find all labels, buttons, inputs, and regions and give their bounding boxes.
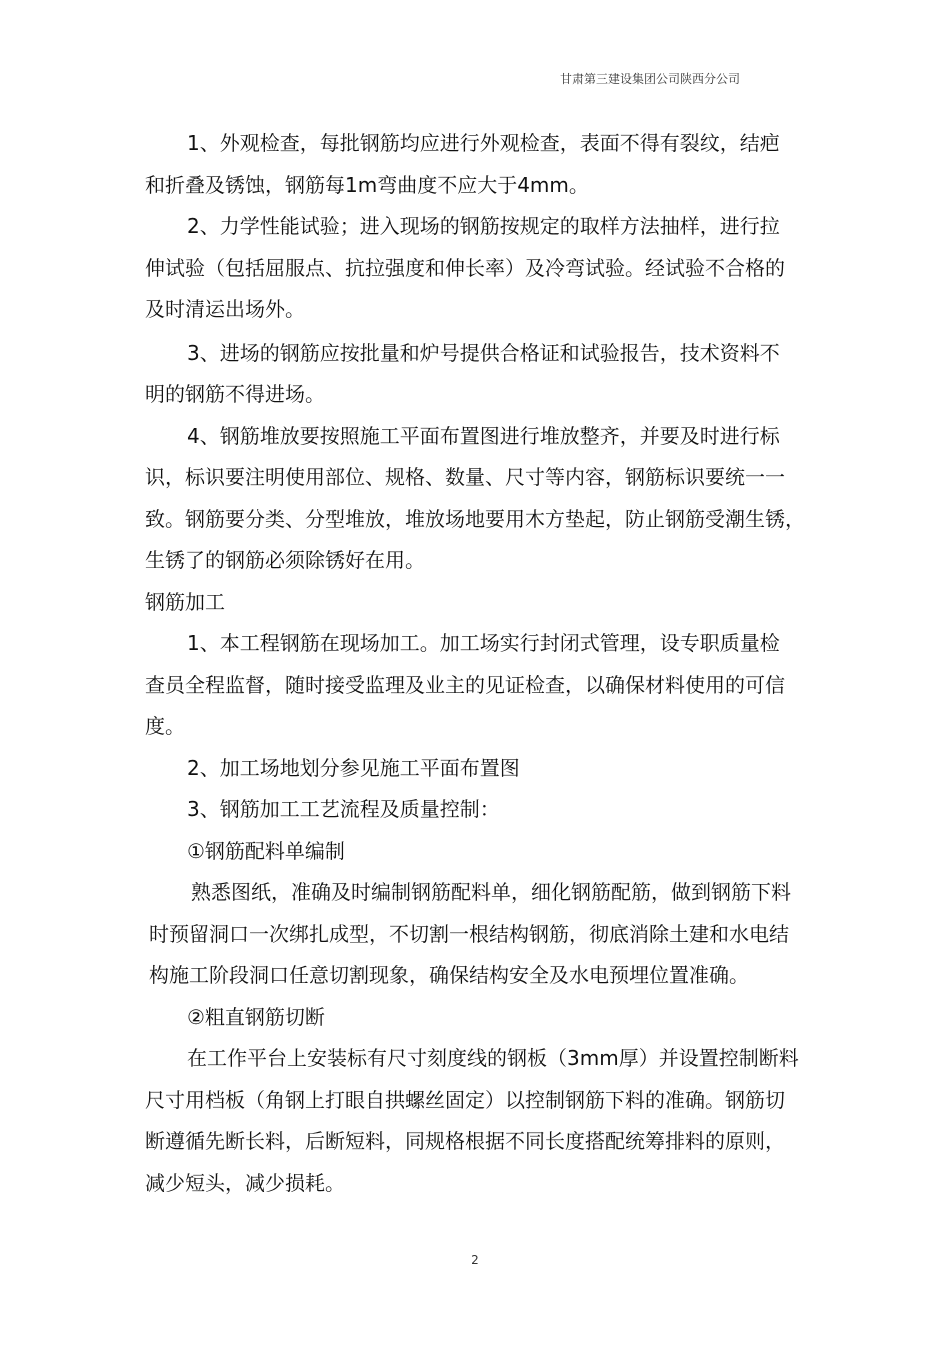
text-line: 时预留洞口一次绑扎成型，不切割一根结构钢筋，彻底消除土建和水电结 — [149, 922, 789, 946]
text-line: 及时清运出场外。 — [145, 297, 305, 321]
text-line: 熟悉图纸，准确及时编制钢筋配料单，细化钢筋配筋，做到钢筋下料 — [191, 880, 791, 904]
text-line: 识，标识要注明使用部位、规格、数量、尺寸等内容，钢筋标识要统一一 — [145, 465, 785, 489]
text-line: 4、钢筋堆放要按照施工平面布置图进行堆放整齐，并要及时进行标 — [187, 424, 780, 448]
text-line: 3、进场的钢筋应按批量和炉号提供合格证和试验报告，技术资料不 — [187, 341, 780, 365]
text-line: 生锈了的钢筋必须除锈好在用。 — [145, 548, 425, 572]
page-header: 甘肃第三建设集团公司陕西分公司 — [559, 72, 740, 86]
subsection-heading: ①钢筋配料单编制 — [187, 839, 345, 863]
text-line: 伸试验（包括屈服点、抗拉强度和伸长率）及冷弯试验。经试验不合格的 — [145, 256, 785, 280]
text-line: 度。 — [145, 714, 185, 738]
text-line: 2、加工场地划分参见施工平面布置图 — [187, 756, 520, 780]
text-line: 2、力学性能试验；进入现场的钢筋按规定的取样方法抽样，进行拉 — [187, 214, 780, 238]
text-line: 1、外观检查，每批钢筋均应进行外观检查，表面不得有裂纹，结疤 — [187, 131, 780, 155]
text-line: 致。钢筋要分类、分型堆放，堆放场地要用木方垫起，防止钢筋受潮生锈， — [145, 507, 805, 531]
text-line: 减少短头，减少损耗。 — [145, 1171, 345, 1195]
text-line: 在工作平台上安装标有尺寸刻度线的钢板（3mm厚）并设置控制断料 — [187, 1046, 799, 1070]
text-line: 3、钢筋加工工艺流程及质量控制： — [187, 797, 500, 821]
subsection-heading: ②粗直钢筋切断 — [187, 1005, 325, 1029]
text-line: 断遵循先断长料，后断短料，同规格根据不同长度搭配统筹排料的原则， — [145, 1129, 785, 1153]
page-number: 2 — [471, 1253, 479, 1267]
text-line: 明的钢筋不得进场。 — [145, 382, 325, 406]
text-line: 查员全程监督，随时接受监理及业主的见证检查，以确保材料使用的可信 — [145, 673, 785, 697]
text-line: 和折叠及锈蚀，钢筋每1m弯曲度不应大于4mm。 — [145, 173, 589, 197]
section-heading: 钢筋加工 — [145, 590, 225, 614]
text-line: 尺寸用档板（角钢上打眼自拱螺丝固定）以控制钢筋下料的准确。钢筋切 — [145, 1088, 785, 1112]
text-line: 构施工阶段洞口任意切割现象，确保结构安全及水电预埋位置准确。 — [149, 963, 749, 987]
text-line: 1、本工程钢筋在现场加工。加工场实行封闭式管理，设专职质量检 — [187, 631, 780, 655]
